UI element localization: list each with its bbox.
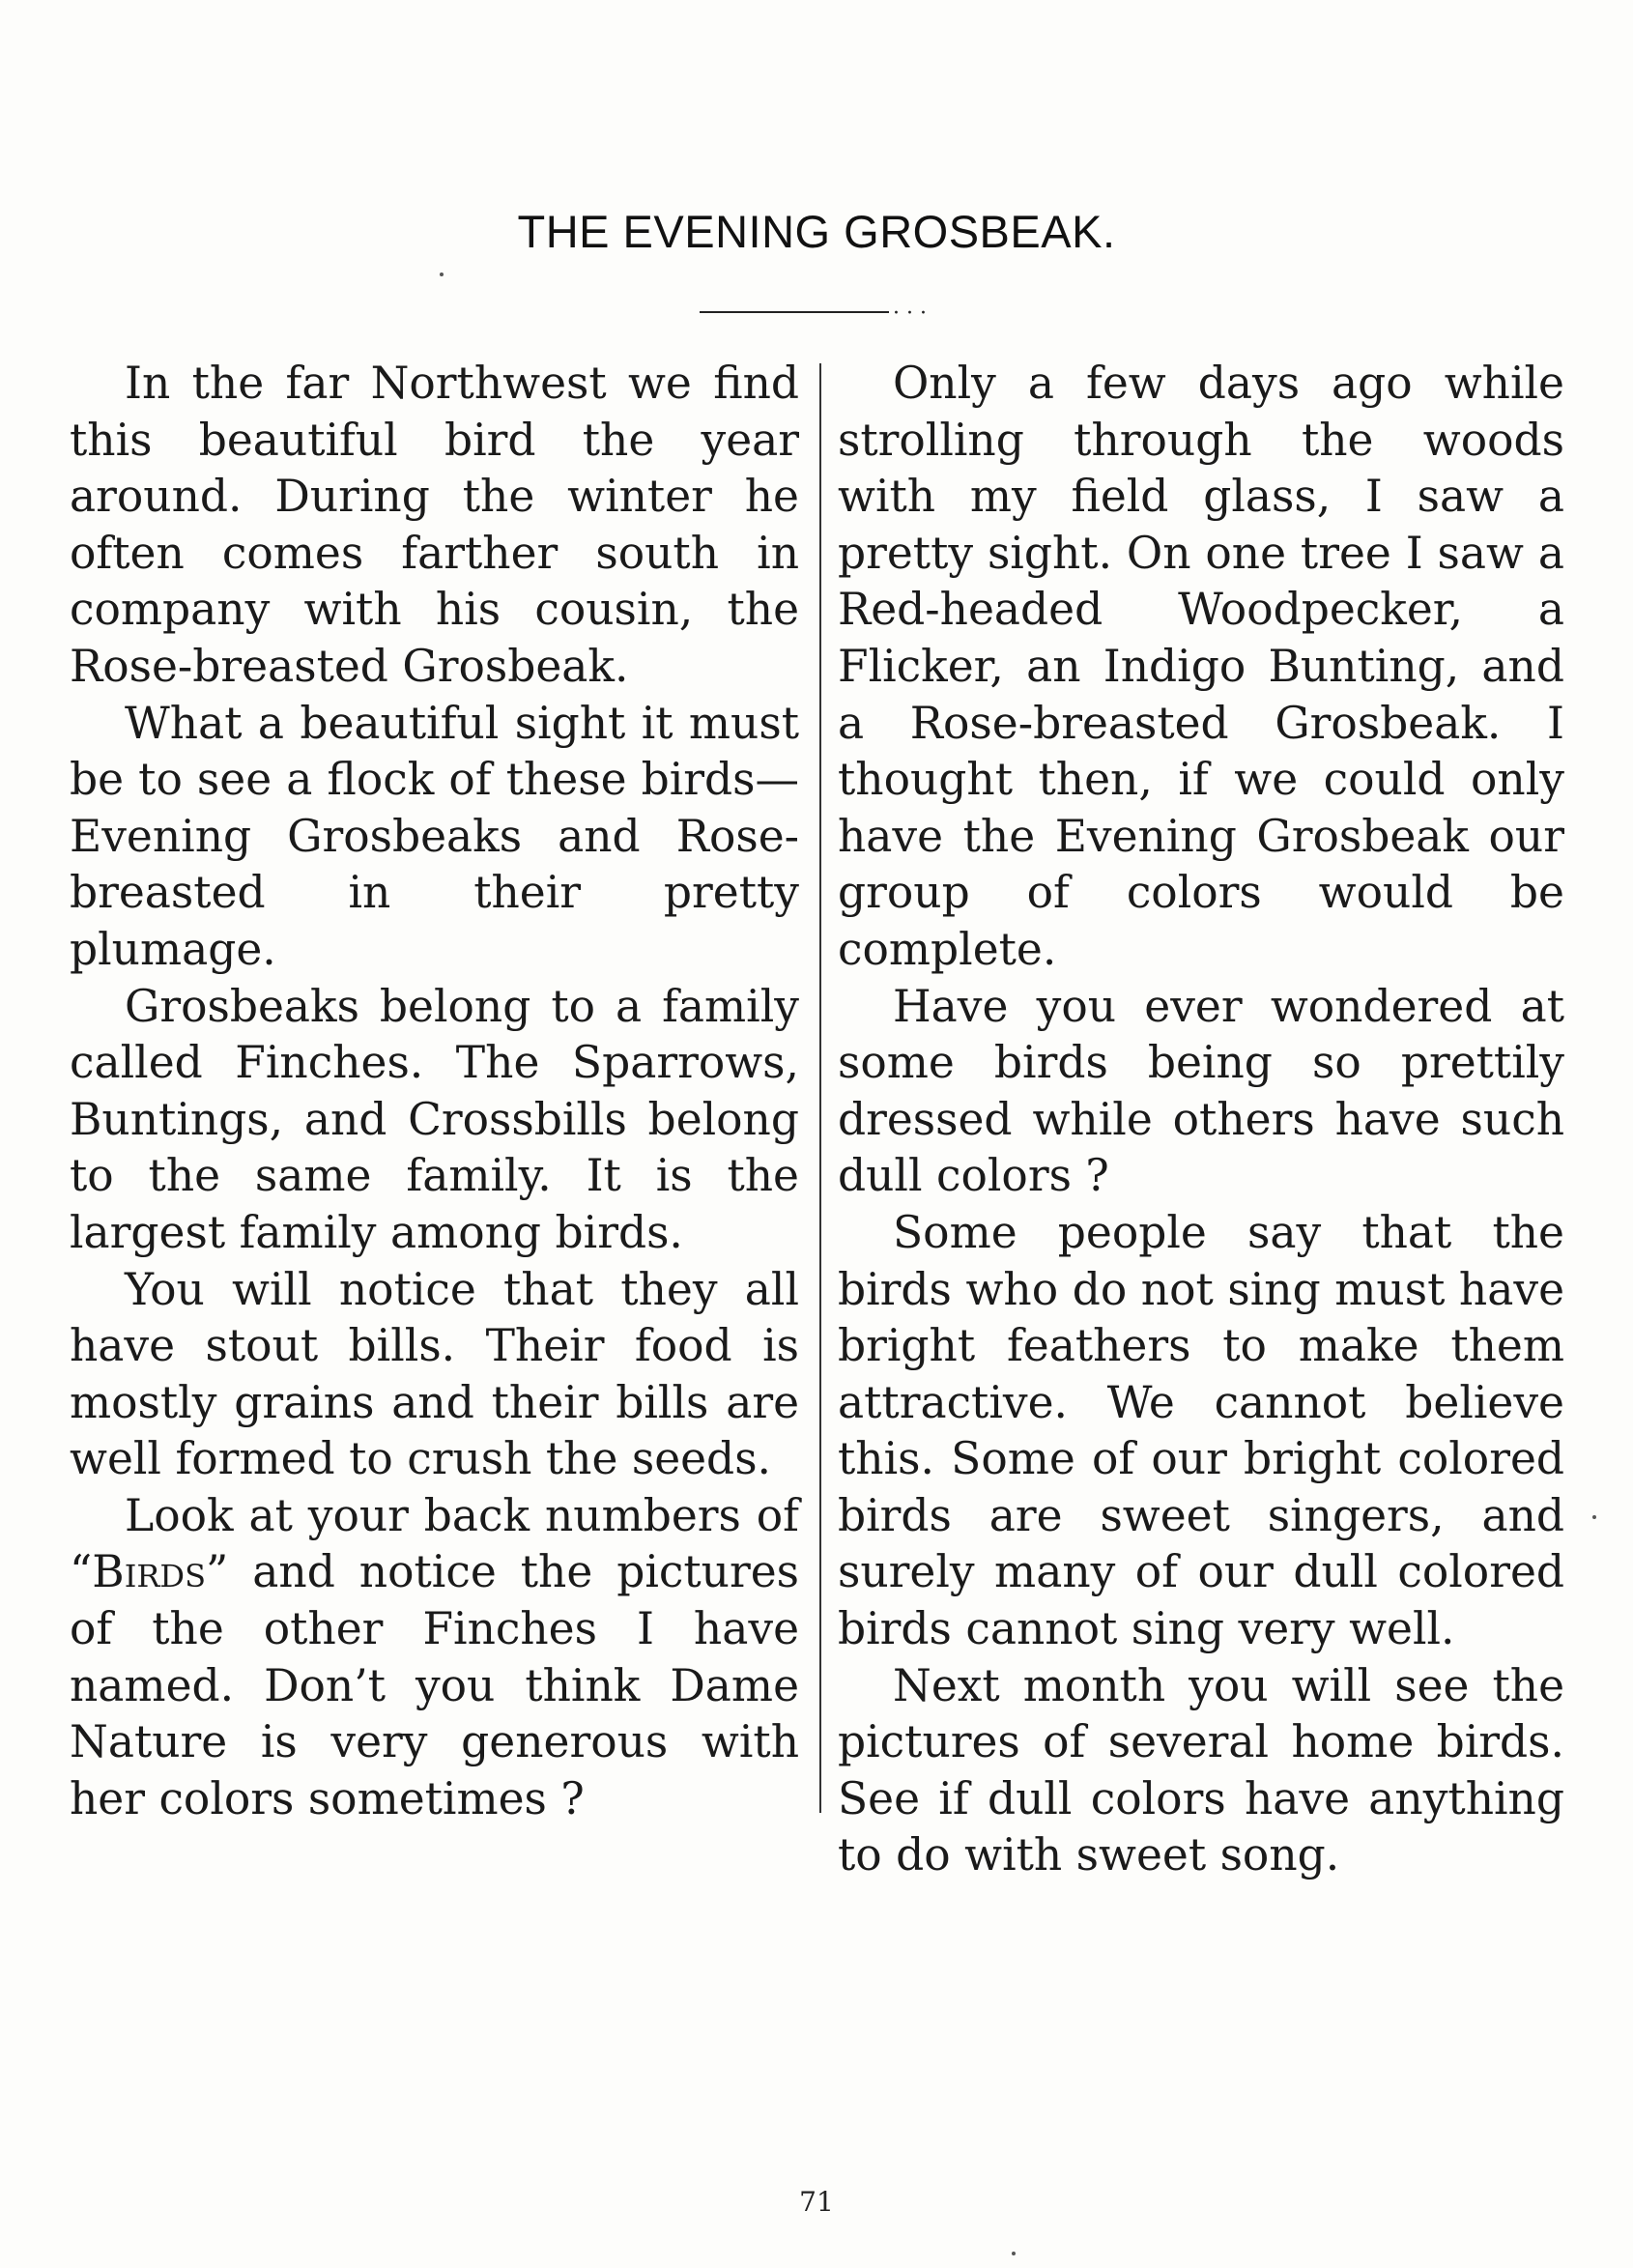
print-speck [1592,1515,1596,1519]
left-column [70,356,799,1827]
text-run: ” and notice the pictures of the other Finches I have named. Don’t you think Dame Nature is very generous with her colors sometimes ? [70,1546,799,1824]
paragraph: What a beautiful sight it must be to see a flock of these birds—Evening Grosbeaks and Rose-breasted in their pretty plumage. [70,697,799,975]
paragraph: Only a few days ago while strolling through the woods with my field glass, I saw a pretty sight. On one tree I saw a Red-headed Woodpecker, a Flicker, an Indigo Bunting, and a Rose-breasted Grosbeak. I thought then, if we could only have the Evening Grosbeak our group of colors would be complete. [838,358,1564,975]
right-column [838,356,1564,1884]
paragraph: Grosbeaks belong to a family called Finches. The Sparrows, Buntings, and Crossbills belong to the same family. It is the largest family among birds. [70,980,799,1258]
text-run: Look at your back numbers of “ [70,1489,799,1598]
title-rule [700,311,889,313]
print-speck [440,273,444,276]
page-number: 71 [799,2186,834,2218]
paragraph: Some people say that the birds who do not sing must have bright feathers to make them attractive. We cannot believe this. Some of our bright colored birds are sweet singers, and surely many of our dull colored birds cannot sing very well. [838,1206,1564,1655]
paragraph: In the far Northwest we find this beautiful bird the year around. During the winter he often comes farther south in company with his cousin, the Rose-breasted Grosbeak. [70,358,799,692]
paragraph: Next month you will see the pictures of several home birds. See if dull colors have anything to do with sweet song. [838,1659,1564,1881]
column-divider [819,363,821,1813]
magazine-title: Birds [92,1546,207,1598]
page-title: THE EVENING GROSBEAK. [517,206,1116,257]
paragraph: Have you ever wondered at some birds being so prettily dressed while others have such dull colors ? [838,980,1564,1202]
paragraph [70,1488,799,1828]
print-speck [1012,2252,1016,2255]
rule-ornament: · · · [893,301,927,326]
paragraph: You will notice that they all have stout bills. Their food is mostly grains and their bills are well formed to crush the seeds. [70,1263,799,1485]
